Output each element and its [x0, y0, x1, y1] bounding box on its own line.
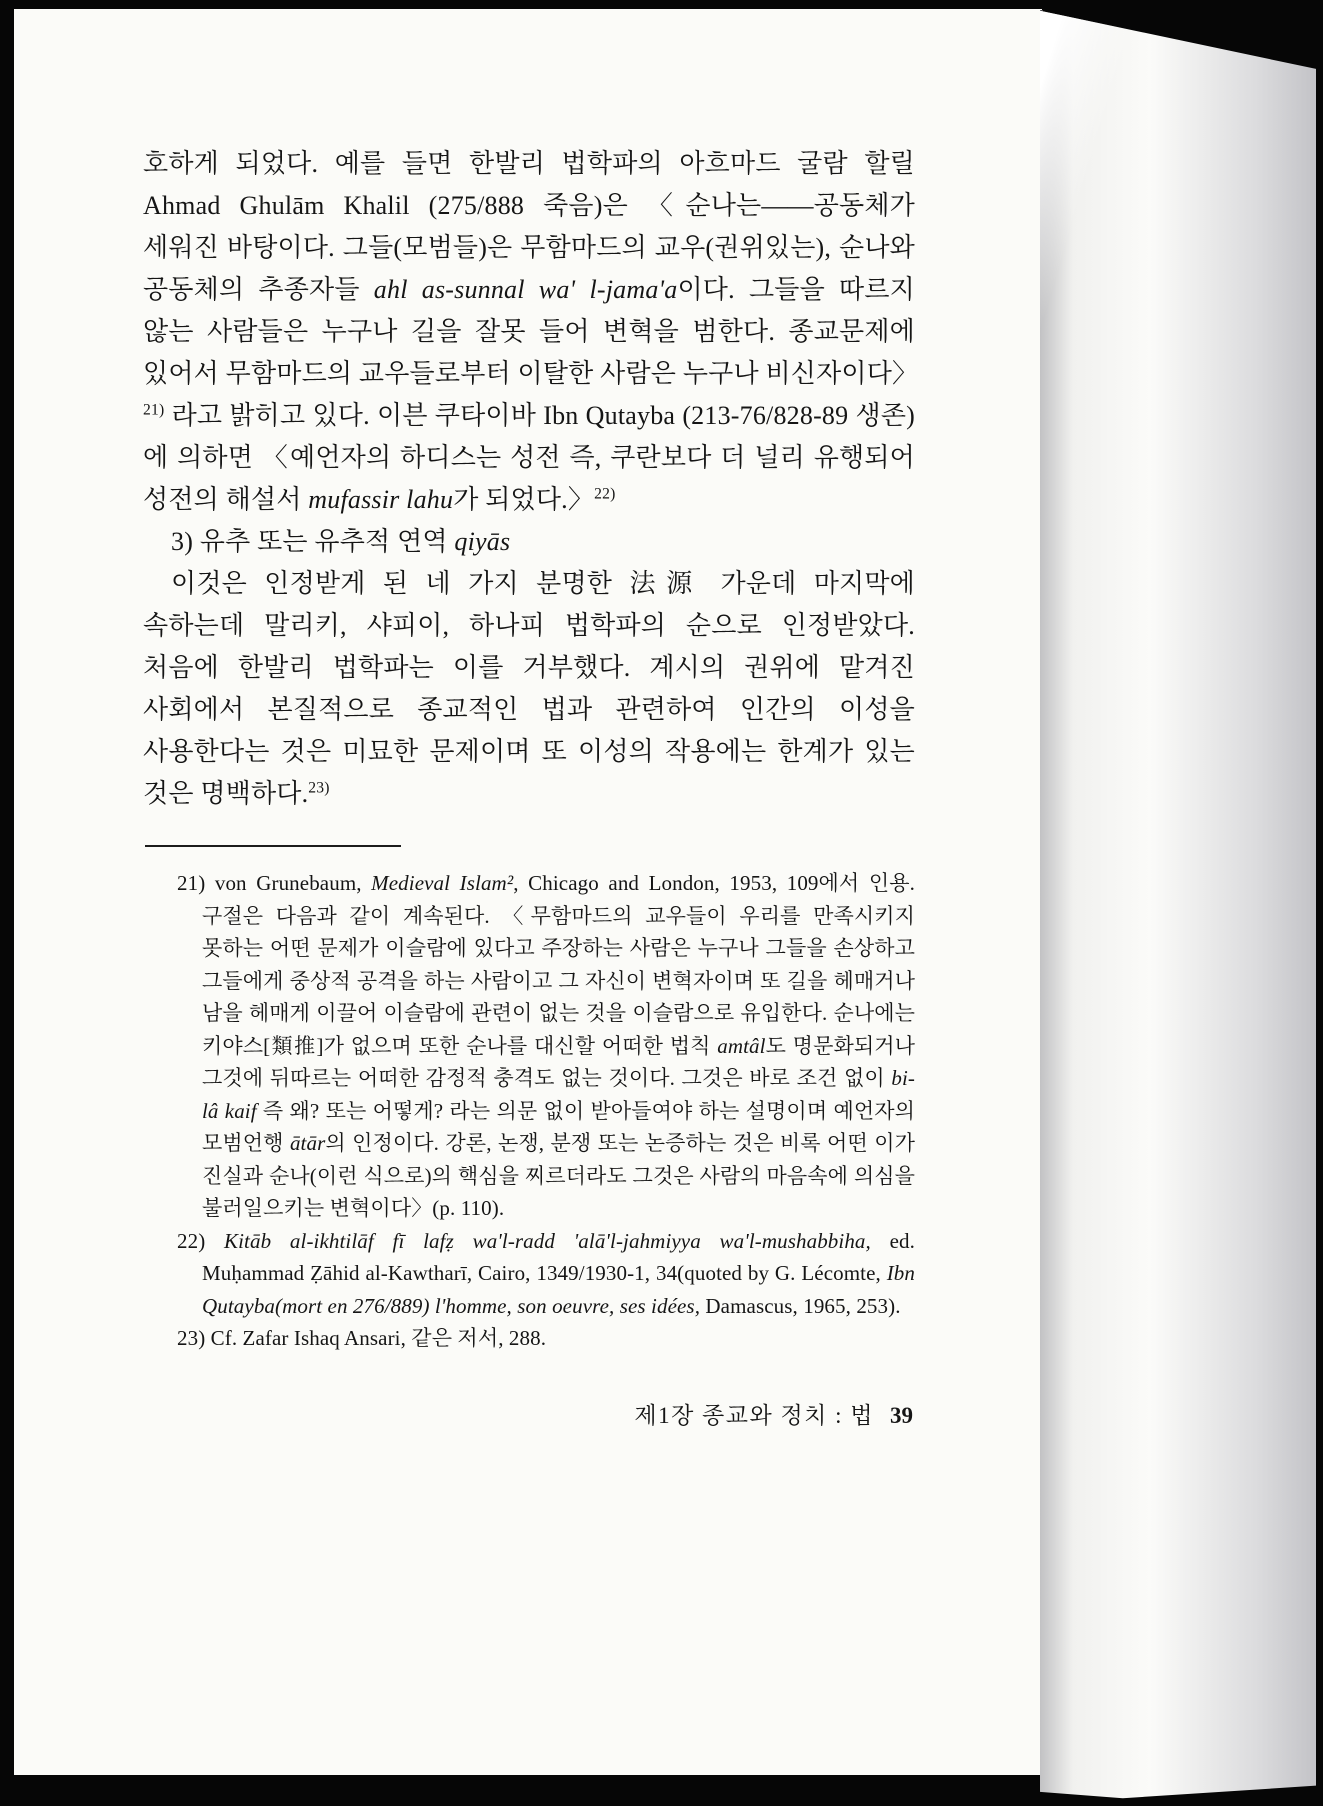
book-page: [14, 9, 1042, 1775]
footnote-23: 23) Cf. Zafar Ishaq Ansari, 같은 저서, 288.: [177, 1326, 547, 1350]
text-block: [143, 143, 919, 1430]
body-paragraph: 이것은 인정받게 된 네 가지 분명한 法源 가운데 마지막에 속하는데 말리키, 샤피이, 하나피 법학파의 순으로 인정받았다. 처음에 한발리 법학파는 이를 거부했다. 계시의 권위에 맡겨진 사회에서 본질적으로 종교적인 법과 관련하여 인간의 이성을 사용한다는 것은 미묘한 문제이며 또 이성의 작용에는 한계가 있는 것은 명백하다.$^{23)}$: [143, 569, 915, 808]
body-paragraph-continued: 호하게 되었다. 예를 들면 한발리 법학파의 아흐마드 굴람 할릴 Ahmad Ghulām Khalil (275/888 죽음)은 〈순나는——공동체가 세워진 바탕이다. 그들(모범들)은 무함마드의 교우(권위있는), 순나와 공동체의 추종자들 ahl as-sunnal wa' l-jama'a이다. 그들을 따르지 않는 사람들은 누구나 길을 잘못 들어 변혁을 범한다. 종교문제에 있어서 무함마드의 교우들로부터 이탈한 사람은 누구나 비신자이다〉$^{21)}$ 라고 밝히고 있다. 이븐 쿠타이바 Ibn Qutayba (213-76/828-89 생존)에 의하면 〈예언자의 하디스는 성전 즉, 쿠란보다 더 널리 유행되어 성전의 해설서 mufassir lahu가 되었다.〉$^{22)}$: [143, 149, 919, 514]
footnotes-list: [143, 867, 915, 1355]
subsection-heading: 3) 유추 또는 유추적 연역 qiyās: [171, 527, 511, 556]
page-number: 39: [890, 1402, 913, 1428]
body-text: [143, 143, 919, 815]
footnote-22: 22) Kitāb al-ikhtilāf fī lafẓ wa'l-radd 'alā'l-jahmiyya wa'l-mushabbiha, ed. Muḥammad Ẓāhid al-Kawtharī, Cairo, 1349/1930-1, 34(quoted by G. Lécomte, Ibn Qutayba(mort en 276/889) l'homme, son oeuvre, ses idées, Damascus, 1965, 253).: [177, 1228, 915, 1318]
book-page-edge: [1040, 8, 1316, 1800]
footnote-separator-rule: [145, 845, 401, 847]
running-title: 제1장 종교와 정치 : 법: [634, 1402, 874, 1428]
page-footer: [143, 1397, 915, 1430]
footnote-21: 21) von Grunebaum, Medieval Islam², Chicago and London, 1953, 109에서 인용. 구절은 다음과 같이 계속된다. 〈무함마드의 교우들이 우리를 만족시키지 못하는 어떤 문제가 이슬람에 있다고 주장하는 사람은 누구나 그들을 손상하고 그들에게 중상적 공격을 하는 사람이고 그 자신이 변혁자이며 또 길을 헤매거나 남을 헤매게 이끌어 이슬람에 관련이 없는 것을 이슬람으로 유입한다. 순나에는 키야스[類推]가 없으며 또한 순나를 대신할 어떠한 법칙 amtâl도 명문화되거나 그것에 뒤따르는 어떠한 감정적 충격도 없는 것이다. 그것은 바로 조건 없이 bi-lâ kaif 즉 왜? 또는 어떻게? 라는 의문 없이 받아들여야 하는 설명이며 예언자의 모범언행 ātār의 인정이다. 강론, 논쟁, 분쟁 또는 논증하는 것은 비록 어떤 이가 진실과 순나(이런 식으로)의 핵심을 찌르더라도 그것은 사람의 마음속에 의심을 불러일으키는 변혁이다〉(p. 110).: [177, 871, 915, 1220]
